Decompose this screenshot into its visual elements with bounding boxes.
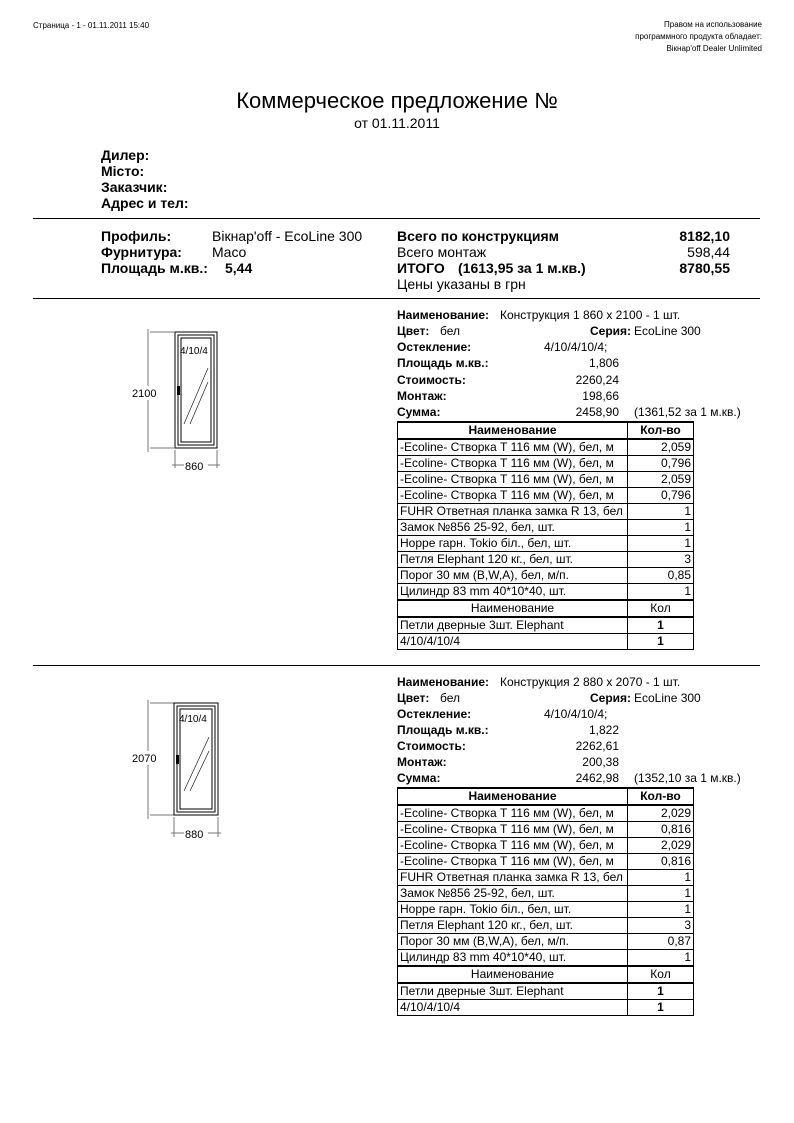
construction-name: Конструкция 2 880 x 2070 - 1 шт. [500, 675, 681, 689]
table-row [398, 488, 694, 504]
extra-name: Петли дверные 3шт. Elephant [398, 617, 628, 634]
item-qty: 0,816 [628, 822, 694, 838]
series-label: Серия: [590, 324, 632, 338]
table-row [398, 439, 694, 456]
table-row [398, 854, 694, 870]
item-name: Порог 30 мм (B,W,A), бел, м/п. [398, 934, 628, 950]
extra-name: 4/10/4/10/4 [398, 634, 628, 650]
total-constructions-label: Всего по конструкциям [397, 228, 560, 244]
col-qty2-header: Кол [628, 966, 694, 983]
table-row [398, 805, 694, 822]
color-label: Цвет: [397, 691, 430, 705]
item-name: Петля Elephant 120 кг., бел, шт. [398, 552, 628, 568]
col-name-header: Наименование [398, 788, 628, 805]
cost-label: Стоимость: [397, 739, 466, 753]
item-name: -Ecoline- Створка Т 116 мм (W), бел, м [398, 854, 628, 870]
currency-note: Цены указаны в грн [397, 276, 526, 292]
table-row [398, 584, 694, 601]
item-name: FUHR Ответная планка замка R 13, бел [398, 504, 628, 520]
item-name: FUHR Ответная планка замка R 13, бел [398, 870, 628, 886]
item-qty: 0,816 [628, 854, 694, 870]
col-name2-header: Наименование [398, 966, 628, 983]
rights-line-1: Правом на использование [664, 20, 762, 29]
color-value: бел [440, 324, 461, 338]
table-row [398, 934, 694, 950]
extra-header-row [398, 600, 694, 617]
divider [33, 298, 760, 299]
table-header-row [398, 788, 694, 805]
item-name: -Ecoline- Створка Т 116 мм (W), бел, м [398, 456, 628, 472]
cost-value: 2260,24 [575, 373, 619, 387]
item-name: Замок №856 25-92, бел, шт. [398, 886, 628, 902]
fittings-value: Maco [212, 244, 247, 260]
item-name: Норре гарн. Tokio біл., бел, шт. [398, 902, 628, 918]
name-label: Наименование: [397, 308, 490, 322]
construction-name: Конструкция 1 860 x 2100 - 1 шт. [500, 308, 681, 322]
area-value: 1,806 [588, 356, 619, 370]
profile-label: Профиль: [101, 228, 172, 244]
extra-row [398, 617, 694, 634]
address-label: Адрес и тел: [101, 195, 189, 211]
table-row [398, 886, 694, 902]
customer-label: Заказчик: [101, 179, 168, 195]
height-dimension: 2100 [132, 388, 157, 400]
height-dimension: 2070 [132, 753, 157, 765]
extra-name: 4/10/4/10/4 [398, 1000, 628, 1016]
extra-row [398, 634, 694, 650]
glazing-label: Остекление: [397, 707, 472, 721]
item-qty: 1 [628, 520, 694, 536]
table-row [398, 568, 694, 584]
glazing-value: 4/10/4/10/4; [544, 340, 608, 354]
sum-value: 2462,98 [575, 771, 619, 785]
item-qty: 3 [628, 918, 694, 934]
rights-line-2: программного продукта обладает: [635, 32, 762, 41]
glazing-label: Остекление: [397, 340, 472, 354]
extra-row [398, 983, 694, 1000]
item-name: Замок №856 25-92, бел, шт. [398, 520, 628, 536]
item-name: -Ecoline- Створка Т 116 мм (W), бел, м [398, 488, 628, 504]
col-qty-header: Кол-во [628, 788, 694, 805]
sum-label: Сумма: [397, 771, 441, 785]
series-value: EcoLine 300 [634, 324, 701, 338]
area-label: Площадь м.кв.: [397, 723, 489, 737]
item-name: -Ecoline- Створка Т 116 мм (W), бел, м [398, 439, 628, 456]
table-row [398, 552, 694, 568]
document-date: от 01.11.2011 [354, 115, 440, 131]
item-qty: 1 [628, 950, 694, 967]
cost-value: 2262,61 [575, 739, 619, 753]
item-qty: 3 [628, 552, 694, 568]
width-dimension: 880 [185, 829, 204, 841]
item-name: -Ecoline- Створка Т 116 мм (W), бел, м [398, 805, 628, 822]
name-label: Наименование: [397, 675, 490, 689]
fittings-label: Фурнитура: [101, 244, 182, 260]
item-name: Норре гарн. Tokio біл., бел, шт. [398, 536, 628, 552]
series-value: EcoLine 300 [634, 691, 701, 705]
total-value: 8780,55 [679, 260, 730, 276]
extra-qty: 1 [628, 617, 694, 634]
glass-label: 4/10/4 [179, 714, 207, 725]
city-label: Місто: [101, 163, 145, 179]
total-constructions-value: 8182,10 [679, 228, 730, 244]
col-qty2-header: Кол [628, 600, 694, 617]
item-qty: 2,029 [628, 838, 694, 854]
item-qty: 1 [628, 886, 694, 902]
install-value: 198,66 [582, 389, 619, 403]
item-name: -Ecoline- Створка Т 116 мм (W), бел, м [398, 822, 628, 838]
sum-per-m2: (1361,52 за 1 м.кв.) [634, 405, 741, 419]
install-value: 200,38 [582, 755, 619, 769]
document-title: Коммерческое предложение № [236, 88, 558, 113]
item-name: Цилиндр 83 mm 40*10*40, шт. [398, 950, 628, 967]
area-label: Площадь м.кв.: [397, 356, 489, 370]
extra-qty: 1 [628, 634, 694, 650]
extra-qty: 1 [628, 1000, 694, 1016]
item-qty: 2,059 [628, 472, 694, 488]
item-qty: 2,059 [628, 439, 694, 456]
item-qty: 2,029 [628, 805, 694, 822]
table-row [398, 472, 694, 488]
extra-row [398, 1000, 694, 1016]
sum-per-m2: (1352,10 за 1 м.кв.) [634, 771, 741, 785]
profile-value: Вікнар'off - EcoLine 300 [212, 228, 363, 244]
dealer-label: Дилер: [101, 147, 150, 163]
item-qty: 0,796 [628, 456, 694, 472]
divider [33, 665, 760, 666]
item-name: Петля Elephant 120 кг., бел, шт. [398, 918, 628, 934]
table-header-row [398, 422, 694, 439]
cost-label: Стоимость: [397, 373, 466, 387]
item-qty: 0,85 [628, 568, 694, 584]
glass-label: 4/10/4 [180, 346, 208, 357]
width-dimension: 860 [185, 461, 204, 473]
dealer-block [101, 147, 189, 211]
glazing-value: 4/10/4/10/4; [544, 707, 608, 721]
table-row [398, 918, 694, 934]
total-install-label: Всего монтаж [397, 244, 487, 260]
col-name2-header: Наименование [398, 600, 628, 617]
area-label: Площадь м.кв.: [101, 260, 208, 276]
door-drawing [130, 328, 240, 476]
area-value: 1,822 [588, 723, 619, 737]
series-label: Серия: [590, 691, 632, 705]
col-name-header: Наименование [398, 422, 628, 439]
divider [33, 218, 760, 219]
item-qty: 1 [628, 584, 694, 601]
item-name: Порог 30 мм (B,W,A), бел, м/п. [398, 568, 628, 584]
table-row [398, 838, 694, 854]
install-label: Монтаж: [397, 389, 447, 403]
color-value: бел [440, 691, 461, 705]
items-table [397, 421, 694, 650]
table-row [398, 902, 694, 918]
table-row [398, 456, 694, 472]
rights-notice [635, 19, 762, 55]
page-info: Страница - 1 - 01.11.2011 15:40 [33, 21, 150, 30]
item-qty: 0,87 [628, 934, 694, 950]
table-row [398, 950, 694, 967]
col-qty-header: Кол-во [628, 422, 694, 439]
item-name: -Ecoline- Створка Т 116 мм (W), бел, м [398, 472, 628, 488]
item-name: Цилиндр 83 mm 40*10*40, шт. [398, 584, 628, 601]
item-qty: 0,796 [628, 488, 694, 504]
item-qty: 1 [628, 536, 694, 552]
extra-header-row [398, 966, 694, 983]
table-row [398, 520, 694, 536]
extra-name: Петли дверные 3шт. Elephant [398, 983, 628, 1000]
total-per-m2: (1613,95 за 1 м.кв.) [458, 260, 586, 276]
item-name: -Ecoline- Створка Т 116 мм (W), бел, м [398, 838, 628, 854]
extra-qty: 1 [628, 983, 694, 1000]
color-label: Цвет: [397, 324, 430, 338]
sum-label: Сумма: [397, 405, 441, 419]
total-label: ИТОГО [397, 260, 445, 276]
item-qty: 1 [628, 902, 694, 918]
sum-value: 2458,90 [575, 405, 619, 419]
total-install-value: 598,44 [687, 244, 730, 260]
table-row [398, 536, 694, 552]
items-table [397, 787, 694, 1016]
table-row [398, 504, 694, 520]
table-row [398, 822, 694, 838]
table-row [398, 870, 694, 886]
area-value: 5,44 [225, 260, 253, 276]
rights-line-3: Вікнар'off Dealer Unlimited [666, 44, 762, 53]
item-qty: 1 [628, 870, 694, 886]
item-qty: 1 [628, 504, 694, 520]
install-label: Монтаж: [397, 755, 447, 769]
door-drawing [130, 695, 240, 843]
